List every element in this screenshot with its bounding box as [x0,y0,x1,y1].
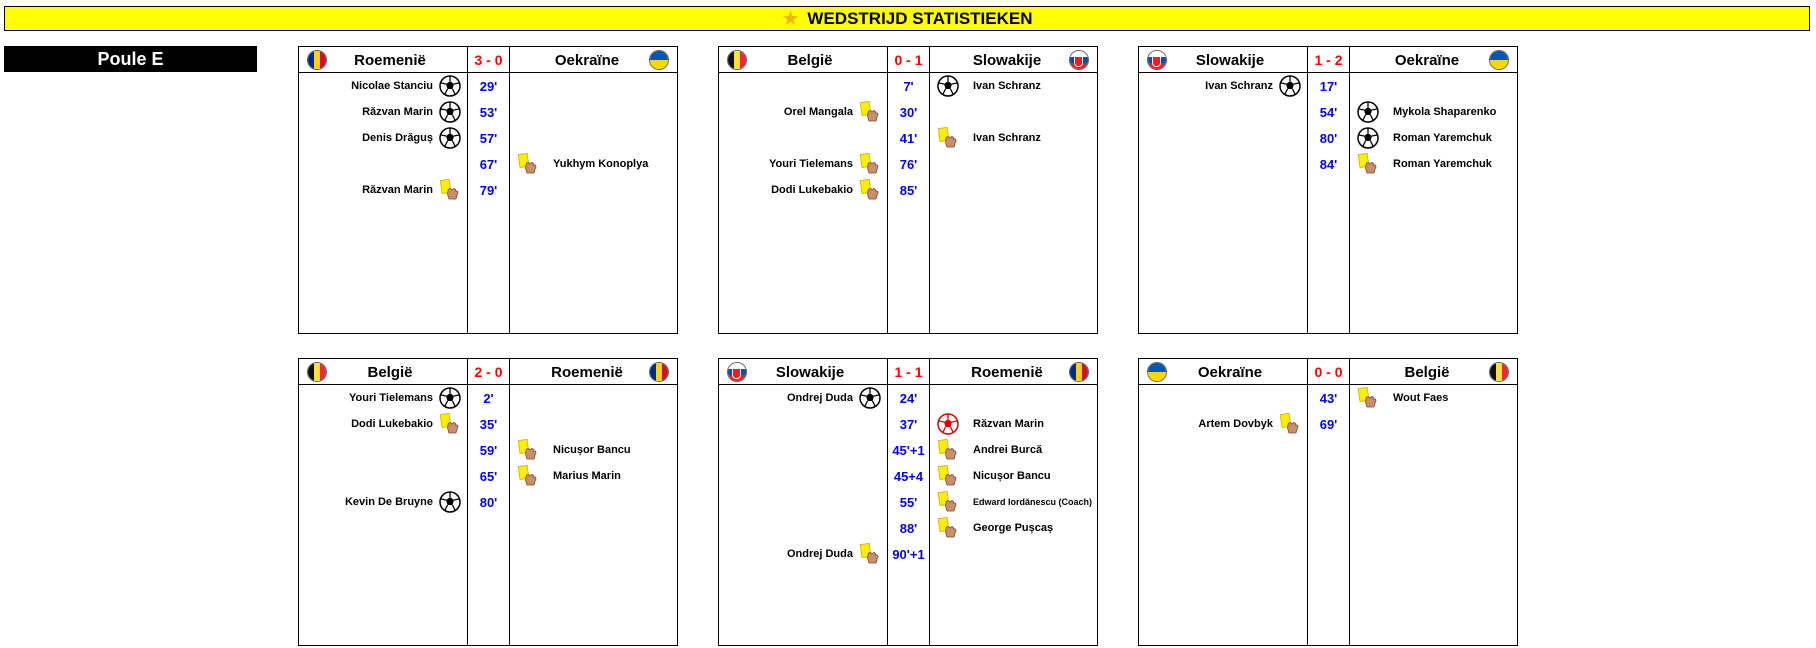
romania-flag-icon [649,362,669,382]
football-goal-icon [1279,75,1301,97]
away-team-name: Slowakije [972,51,1042,69]
match-event-row [299,127,677,149]
match-event-row [719,153,1097,175]
football-goal-icon [439,75,461,97]
slovakia-flag-icon [1069,50,1089,70]
yellow-card-icon [937,127,959,149]
match-card [718,46,1098,334]
match-header [1139,47,1517,73]
football-goal-icon [1357,101,1379,123]
yellow-card-icon [937,491,959,513]
event-minute: 30' [899,104,918,120]
event-minute: 17' [1319,78,1338,94]
event-player-name: Nicolae Stanciu [351,80,433,92]
event-player-name: Răzvan Marin [362,106,433,118]
football-goal-icon [859,387,881,409]
match-event-row [719,517,1097,539]
football-goal-icon [439,127,461,149]
event-player-name: Ondrej Duda [786,548,853,560]
match-event-row [1139,75,1517,97]
yellow-card-icon [1357,387,1379,409]
match-event-row [719,543,1097,565]
match-event-row [719,439,1097,461]
event-minute: 76' [899,156,918,172]
match-score: 2 - 0 [474,364,503,380]
event-minute: 57' [479,130,498,146]
match-event-row [299,491,677,513]
event-minute: 29' [479,78,498,94]
yellow-card-icon [1279,413,1301,435]
event-minute: 80' [1319,130,1338,146]
event-player-name: Youri Tielemans [349,392,433,404]
yellow-card-icon [517,465,539,487]
yellow-card-icon [517,439,539,461]
event-minute: 41' [899,130,918,146]
match-card [1138,358,1518,646]
home-team-name: Slowakije [1195,51,1265,69]
event-player-name: Wout Faes [1393,392,1449,404]
event-minute: 45+4 [893,468,924,484]
match-event-row [719,101,1097,123]
football-goal-icon [1357,127,1379,149]
match-header [299,359,677,385]
event-player-name: Andrei Burcă [973,444,1043,456]
event-player-name: Dodi Lukebakio [351,418,433,430]
event-player-name: Nicușor Bancu [973,470,1051,482]
event-player-name: Răzvan Marin [362,184,433,196]
match-event-row [299,413,677,435]
event-minute: 84' [1319,156,1338,172]
event-minute: 54' [1319,104,1338,120]
match-header [299,47,677,73]
home-team-name: Oekraïne [1197,363,1263,381]
event-minute: 55' [899,494,918,510]
event-player-name: Răzvan Marin [973,418,1044,430]
match-event-row [299,153,677,175]
event-minute: 88' [899,520,918,536]
match-header [719,359,1097,385]
event-player-name: Nicușor Bancu [553,444,631,456]
match-score: 0 - 1 [894,52,923,68]
event-player-name: Kevin De Bruyne [344,496,433,508]
match-score: 0 - 0 [1314,364,1343,380]
away-team-name: België [1404,363,1450,381]
yellow-card-icon [439,179,461,201]
yellow-card-icon [937,465,959,487]
match-event-row [299,75,677,97]
group-label: Poule E [4,46,257,72]
event-minute: 37' [899,416,918,432]
event-minute: 69' [1319,416,1338,432]
event-player-name: Ivan Schranz [1205,80,1273,92]
event-player-name: Ondrej Duda [786,392,853,404]
away-team-name: Roemenië [971,363,1043,381]
match-header [1139,359,1517,385]
event-player-name: Mykola Shaparenko [1393,106,1497,118]
match-card [718,358,1098,646]
ukraine-flag-icon [649,50,669,70]
yellow-card-icon [1357,153,1379,175]
yellow-card-icon [517,153,539,175]
ukraine-flag-icon [1489,50,1509,70]
football-goal-icon [439,387,461,409]
event-player-name: Ivan Schranz [973,80,1041,92]
match-score: 1 - 2 [1314,52,1343,68]
away-team-name: Roemenië [551,363,623,381]
yellow-card-icon [859,179,881,201]
match-event-row [719,413,1097,435]
belgium-flag-icon [1489,362,1509,382]
home-team-name: België [367,363,413,381]
match-card [298,358,678,646]
event-minute: 85' [899,182,918,198]
event-player-name: Marius Marin [553,470,621,482]
page-title-bar [4,6,1810,31]
event-player-name: Artem Dovbyk [1198,418,1273,430]
yellow-card-icon [937,517,959,539]
event-minute: 7' [903,78,914,94]
match-event-row [299,179,677,201]
football-goal-icon [439,101,461,123]
event-minute: 24' [899,390,918,406]
match-event-row [1139,101,1517,123]
home-team-name: Slowakije [775,363,845,381]
match-card [298,46,678,334]
match-score: 3 - 0 [474,52,503,68]
home-team-name: België [787,51,833,69]
home-team-name: Roemenië [354,51,426,69]
football-goal-icon [439,491,461,513]
match-event-row [719,465,1097,487]
match-event-row [1139,413,1517,435]
away-team-name: Oekraïne [1394,51,1460,69]
match-event-row [719,75,1097,97]
match-event-row [719,179,1097,201]
football-goal-icon [937,75,959,97]
match-event-row [1139,127,1517,149]
romania-flag-icon [1069,362,1089,382]
yellow-card-icon [859,543,881,565]
event-minute: 43' [1319,390,1338,406]
match-score: 1 - 1 [894,364,923,380]
match-event-row [719,491,1097,513]
event-player-name: Youri Tielemans [769,158,853,170]
page-title: WEDSTRIJD STATISTIEKEN [807,8,1033,28]
event-minute: 53' [479,104,498,120]
match-event-row [299,387,677,409]
event-minute: 2' [483,390,494,406]
event-minute: 65' [479,468,498,484]
match-header [719,47,1097,73]
event-player-name: Edward Iordănescu (Coach) [973,497,1093,507]
match-event-row [299,439,677,461]
match-event-row [299,101,677,123]
event-player-name: Ivan Schranz [973,132,1041,144]
match-event-row [719,127,1097,149]
match-card [1138,46,1518,334]
match-event-row [1139,153,1517,175]
yellow-card-icon [439,413,461,435]
event-player-name: Denis Drăguș [362,132,433,144]
match-event-row [719,387,1097,409]
event-player-name: George Pușcaș [973,522,1054,534]
yellow-card-icon [859,153,881,175]
match-event-row [1139,387,1517,409]
yellow-card-icon [937,439,959,461]
event-player-name: Dodi Lukebakio [771,184,853,196]
yellow-card-icon [859,101,881,123]
event-player-name: Orel Mangala [783,106,853,118]
event-minute: 67' [479,156,498,172]
event-minute: 35' [479,416,498,432]
star-icon: ★ [781,7,800,30]
event-player-name: Yukhym Konoplya [553,158,649,170]
event-minute: 59' [479,442,498,458]
event-minute: 79' [479,182,498,198]
event-player-name: Roman Yaremchuk [1393,158,1492,170]
away-team-name: Oekraïne [554,51,620,69]
event-minute: 80' [479,494,498,510]
event-minute: 90'+1 [892,546,925,562]
match-event-row [299,465,677,487]
event-minute: 45'+1 [892,442,925,458]
event-player-name: Roman Yaremchuk [1393,132,1492,144]
penalty-goal-icon [937,413,959,435]
